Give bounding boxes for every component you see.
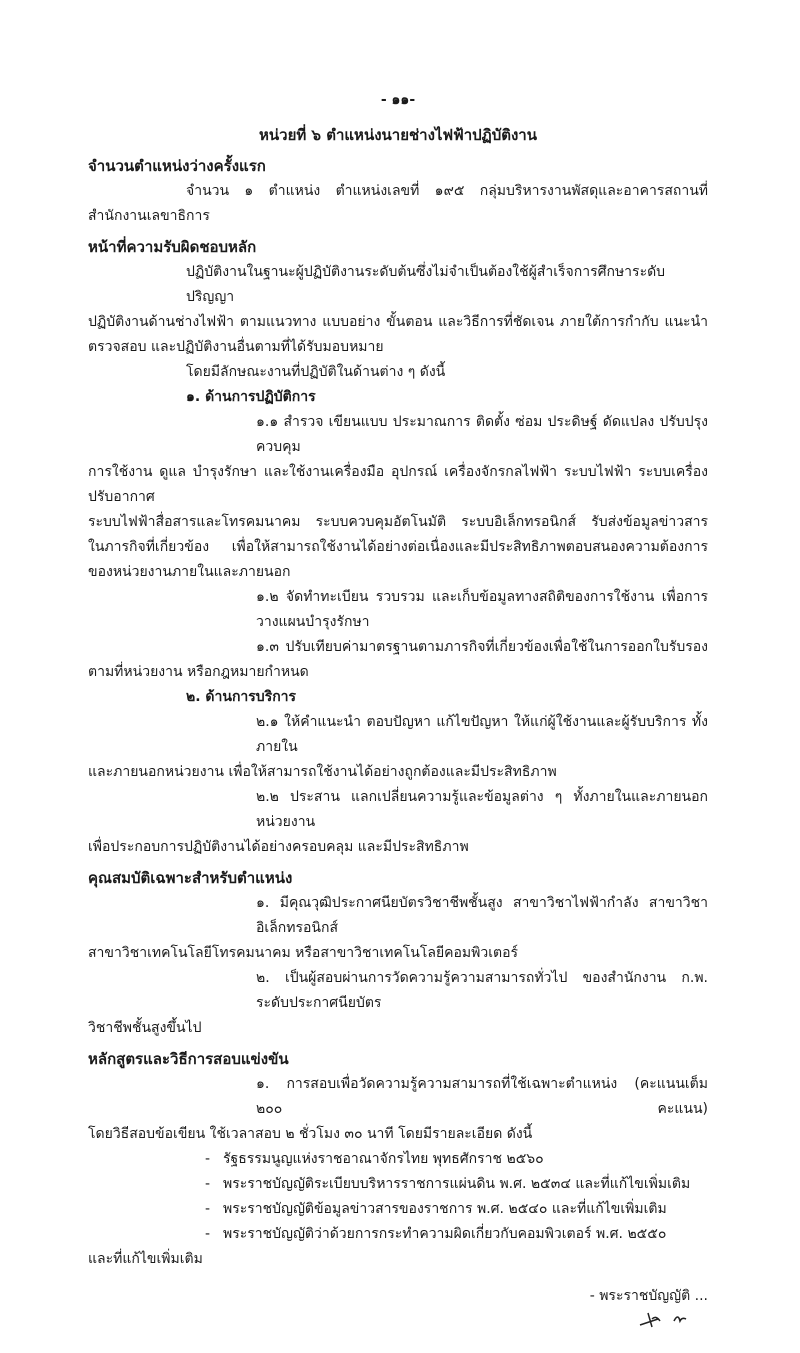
bullet-dash: - xyxy=(205,1176,211,1192)
qualifications-heading: คุณสมบัติเฉพาะสำหรับตำแหน่ง xyxy=(88,869,293,887)
bullet-dash: - xyxy=(205,1201,211,1217)
section-2-heading: ๒. ด้านการบริการ xyxy=(186,689,297,705)
duties-heading: หน้าที่ความรับผิดชอบหลัก xyxy=(88,238,257,256)
item-1-3: ๑.๓ ปรับเทียบค่ามาตรฐานตามภารกิจที่เกี่ยวข้องเพื่อใช้ในการออกใบรับรอง xyxy=(256,639,708,655)
item-2-2: เพื่อประกอบการปฏิบัติงานได้อย่างครอบคลุม และมีประสิทธิภาพ xyxy=(88,839,469,855)
item-1-1: ระบบไฟฟ้าสื่อสารและโทรคมนาคม ระบบควบคุมอัตโนมัติ ระบบอิเล็กทรอนิกส์ รับส่งข้อมูลข่าวสาร xyxy=(88,514,708,530)
exam-heading: หลักสูตรและวิธีการสอบแข่งขัน xyxy=(88,1050,289,1068)
qualification-1: ๑. มีคุณวุฒิประกาศนียบัตรวิชาชีพชั้นสูง สาขาวิชาไฟฟ้ากำลัง สาขาวิชาอิเล็กทรอนิกส์ xyxy=(256,895,708,936)
exam-item-1: โดยวิธีสอบข้อเขียน ใช้เวลาสอบ ๒ ชั่วโมง ๓๐ นาที โดยมีรายละเอียด ดังนี้ xyxy=(88,1126,533,1142)
vacancy-heading: จำนวนตำแหน่งว่างครั้งแรก xyxy=(88,157,266,175)
exam-bullet xyxy=(88,1222,708,1247)
page-title: หน่วยที่ ๖ ตำแหน่งนายช่างไฟฟ้าปฏิบัติงาน xyxy=(259,126,537,144)
duties-text: ตรวจสอบ และปฏิบัติงานอื่นตามที่ได้รับมอบหมาย xyxy=(88,339,384,355)
item-1-1: ๑.๑ สำรวจ เขียนแบบ ประมาณการ ติดตั้ง ซ่อม ประดิษฐ์ ดัดแปลง ปรับปรุง ควบคุม xyxy=(256,414,708,455)
item-1-3: ตามที่หน่วยงาน หรือกฎหมายกำหนด xyxy=(88,664,309,680)
bullet-text: พระราชบัญญัติว่าด้วยการกระทำความผิดเกี่ยวกับคอมพิวเตอร์ พ.ศ. ๒๕๕๐ xyxy=(223,1226,667,1242)
duties-text: ปฏิบัติงานในฐานะผู้ปฏิบัติงานระดับต้นซึ่งไม่จำเป็นต้องใช้ผู้สำเร็จการศึกษาระดับปริญญา xyxy=(186,264,666,305)
vacancy-text: สำนักงานเลขาธิการ xyxy=(88,208,210,224)
section-1-heading: ๑. ด้านการปฏิบัติการ xyxy=(186,389,316,405)
continuation-note: - พระราชบัญญัติ ... xyxy=(589,1288,708,1304)
exam-bullet xyxy=(88,1147,708,1172)
signature-initials xyxy=(638,1309,698,1329)
exam-item-1: ๑. การสอบเพื่อวัดความรู้ความสามารถที่ใช้เฉพาะตำแหน่ง (คะแนนเต็ม ๒๐๐ คะแนน) xyxy=(256,1076,708,1117)
exam-bullet-continuation: และที่แก้ไขเพิ่มเติม xyxy=(88,1251,203,1267)
signature-area xyxy=(88,1309,708,1333)
item-2-1: ๒.๑ ให้คำแนะนำ ตอบปัญหา แก้ไขปัญหา ให้แก่ผู้ใช้งานและผู้รับบริการ ทั้งภายใน xyxy=(256,714,708,755)
bullet-dash: - xyxy=(205,1226,211,1242)
qualification-1: สาขาวิชาเทคโนโลยีโทรคมนาคม หรือสาขาวิชาเทคโนโลยีคอมพิวเตอร์ xyxy=(88,945,519,961)
duties-text: ปฏิบัติงานด้านช่างไฟฟ้า ตามแนวทาง แบบอย่าง ขั้นตอน และวิธีการที่ชัดเจน ภายใต้การกำกับ แนะนำ xyxy=(88,314,708,330)
exam-bullet xyxy=(88,1197,708,1222)
item-1-2: ๑.๒ จัดทำทะเบียน รวบรวม และเก็บข้อมูลทางสถิติของการใช้งาน เพื่อการวางแผนบำรุงรักษา xyxy=(256,589,708,630)
bullet-text: พระราชบัญญัติข้อมูลข่าวสารของราชการ พ.ศ. ๒๕๔๐ และที่แก้ไขเพิ่มเติม xyxy=(223,1201,667,1217)
qualification-2: วิชาชีพชั้นสูงขึ้นไป xyxy=(88,1020,202,1036)
item-1-1: ของหน่วยงานภายในและภายนอก xyxy=(88,564,291,580)
bullet-text: พระราชบัญญัติระเบียบบริหารราชการแผ่นดิน พ.ศ. ๒๕๓๔ และที่แก้ไขเพิ่มเติม xyxy=(223,1176,691,1192)
item-2-1: และภายนอกหน่วยงาน เพื่อให้สามารถใช้งานได้อย่างถูกต้องและมีประสิทธิภาพ xyxy=(88,764,557,780)
page-number: - ๑๑- xyxy=(380,92,416,108)
bullet-dash: - xyxy=(205,1151,211,1167)
item-2-2: ๒.๒ ประสาน แลกเปลี่ยนความรู้และข้อมูลต่าง ๆ ทั้งภายในและภายนอกหน่วยงาน xyxy=(256,789,708,830)
vacancy-text: จำนวน ๑ ตำแหน่ง ตำแหน่งเลขที่ ๑๙๕ กลุ่มบริหารงานพัสดุและอาคารสถานที่ xyxy=(186,183,708,199)
item-1-1: การใช้งาน ดูแล บำรุงรักษา และใช้งานเครื่องมือ อุปกรณ์ เครื่องจักรกลไฟฟ้า ระบบไฟฟ้า ระบบเครื่องปรับอากาศ xyxy=(88,464,708,505)
item-1-1: ในภารกิจที่เกี่ยวข้อง เพื่อให้สามารถใช้งานได้อย่างต่อเนื่องและมีประสิทธิภาพตอบสนองความต้องการ xyxy=(88,539,708,555)
bullet-text: รัฐธรรมนูญแห่งราชอาณาจักรไทย พุทธศักราช ๒๕๖๐ xyxy=(223,1151,544,1167)
exam-bullet xyxy=(88,1172,708,1197)
qualification-2: ๒. เป็นผู้สอบผ่านการวัดความรู้ความสามารถทั่วไป ของสำนักงาน ก.พ. ระดับประกาศนียบัตร xyxy=(256,970,708,1011)
duties-lead: โดยมีลักษณะงานที่ปฏิบัติในด้านต่าง ๆ ดังนี้ xyxy=(186,364,446,380)
